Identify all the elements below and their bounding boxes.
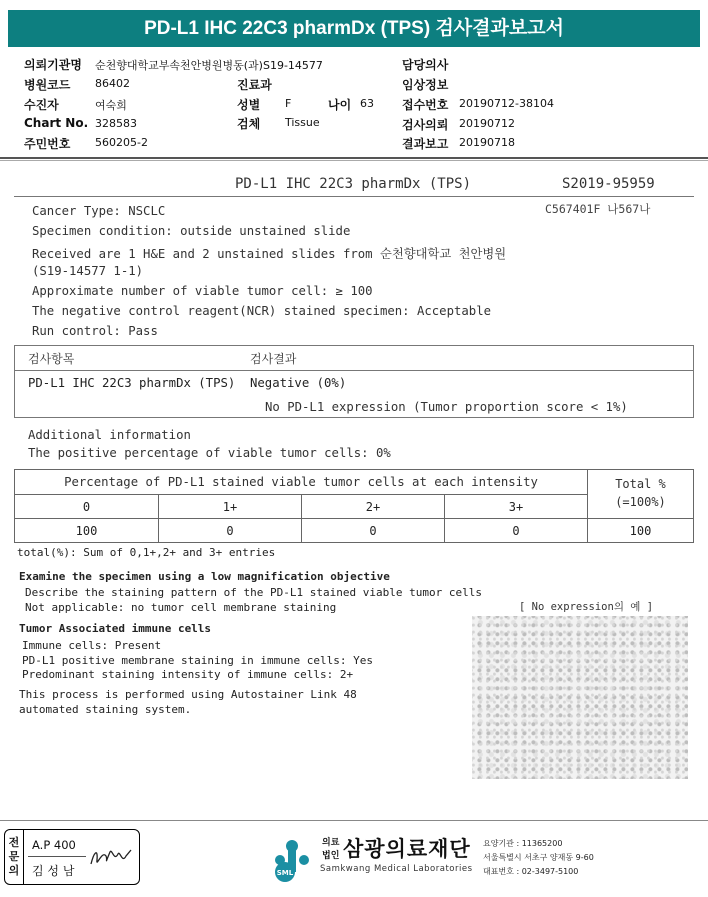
val-1: 0	[226, 524, 234, 538]
val-cell-1	[158, 518, 302, 543]
heading-divider	[14, 196, 694, 197]
footer-divider	[0, 820, 708, 821]
label-resident-no: 주민번호	[24, 137, 71, 151]
label-request-date: 검사의뢰	[402, 118, 449, 132]
results-col-item: 검사항목	[28, 352, 75, 366]
address: 서울특별시 서초구 양재동 9-60	[483, 853, 594, 862]
val-total: 100	[629, 524, 652, 538]
col-label-3: 3+	[508, 500, 524, 514]
value-receipt-no: 20190712-38104	[459, 97, 554, 110]
phone: 대표번호 : 02-3497-5100	[483, 867, 579, 876]
no-expression-sample-image	[472, 616, 688, 779]
label-patient: 수진자	[24, 98, 59, 112]
specimen-code: C567401F 나567나	[545, 202, 651, 216]
immune-line-2: PD-L1 positive membrane staining in immune cells: Yes	[22, 654, 373, 667]
val-0: 100	[75, 524, 98, 538]
results-value: Negative (0%)	[250, 376, 347, 390]
value-resident-no: 560205-2	[95, 136, 148, 149]
label-age: 나이	[328, 98, 352, 112]
label-report-date: 결과보고	[402, 137, 449, 151]
specialist-label: 전문의	[8, 836, 20, 877]
label-doctor: 담당의사	[402, 58, 449, 72]
legal-label-2: 법인	[322, 851, 340, 861]
val-cell-total	[587, 518, 694, 543]
label-clinical-info: 임상정보	[402, 78, 449, 92]
immune-heading: Tumor Associated immune cells	[19, 622, 212, 635]
additional-line: The positive percentage of viable tumor cells: 0%	[28, 446, 391, 460]
name-underline	[28, 856, 86, 857]
intensity-header: Percentage of PD-L1 stained viable tumor cells at each intensity	[64, 475, 538, 489]
pathologist-name: 김 성 남	[32, 864, 75, 878]
value-patient: 여숙희	[95, 99, 127, 112]
value-institution: 순천향대학교부속천안병원병동(과)S19-14577	[95, 59, 323, 72]
process-line-1: This process is performed using Autostainer Link 48	[19, 688, 357, 701]
logo-text: SML	[276, 869, 294, 877]
legal-label-1: 의료	[322, 838, 340, 848]
line-run-control: Run control: Pass	[32, 324, 158, 338]
line-viable-cells: Approximate number of viable tumor cell: ≥ 100	[32, 284, 373, 298]
line-received: Received are 1 H&E and 2 unstained slides from 순천향대학교 천안병원	[32, 247, 507, 261]
val-cell-2	[301, 518, 445, 543]
immune-line-1: Immune cells: Present	[22, 639, 162, 652]
val-2: 0	[369, 524, 377, 538]
label-department: 진료과	[237, 78, 272, 92]
results-detail: No PD-L1 expression (Tumor proportion score < 1%)	[265, 400, 628, 414]
process-line-2: automated staining system.	[19, 703, 192, 716]
line-cancer-type: Cancer Type: NSCLC	[32, 204, 166, 218]
col-cell-3	[444, 494, 588, 519]
accession-number: S2019-95959	[562, 176, 655, 192]
val-cell-3	[444, 518, 588, 543]
value-report-date: 20190718	[459, 136, 515, 149]
handwritten-signature	[88, 842, 134, 872]
line-ncr: The negative control reagent(NCR) stained specimen: Acceptable	[32, 304, 492, 318]
value-sex: F	[285, 97, 292, 110]
results-item: PD-L1 IHC 22C3 pharmDx (TPS)	[28, 376, 236, 390]
header-divider	[0, 157, 708, 159]
image-caption: [ No expression의 예 ]	[519, 601, 654, 613]
value-hospital-code: 86402	[95, 77, 130, 90]
value-age: 63	[360, 97, 374, 110]
additional-heading: Additional information	[28, 428, 191, 442]
value-chart-no: 328583	[95, 117, 137, 130]
col-cell-0	[14, 494, 159, 519]
val-cell-0	[14, 518, 159, 543]
col-cell-1	[158, 494, 302, 519]
total-header-1: Total %	[615, 477, 666, 491]
results-col-result: 검사결과	[250, 352, 297, 366]
col-label-1: 1+	[222, 500, 238, 514]
label-institution: 의뢰기관명	[24, 58, 82, 72]
org-english: Samkwang Medical Laboratories	[320, 864, 473, 874]
col-cell-2	[301, 494, 445, 519]
registration-number: 요양기관 : 11365200	[483, 839, 563, 848]
label-specimen: 검체	[237, 117, 261, 131]
label-chart-no: Chart No.	[24, 116, 89, 130]
examine-line-1: Describe the staining pattern of the PD-L1 stained viable tumor cells	[25, 586, 482, 599]
org-name: 삼광의료재단	[343, 837, 471, 861]
ap-number: A.P 400	[32, 838, 76, 852]
immune-line-3: Predominant staining intensity of immune cells: 2+	[22, 668, 354, 681]
value-specimen: Tissue	[285, 116, 320, 129]
label-receipt-no: 접수번호	[402, 98, 449, 112]
value-request-date: 20190712	[459, 117, 515, 130]
examine-line-2: Not applicable: no tumor cell membrane staining	[25, 601, 337, 614]
total-header-2: (=100%)	[615, 495, 666, 509]
report-title: PD-L1 IHC 22C3 pharmDx (TPS) 검사결과보고서	[144, 18, 564, 39]
results-table-rule	[14, 370, 694, 371]
line-specimen-condition: Specimen condition: outside unstained slide	[32, 224, 351, 238]
line-slide-id: (S19-14577 1-1)	[32, 264, 144, 278]
label-hospital-code: 병원코드	[24, 78, 71, 92]
col-label-2: 2+	[365, 500, 381, 514]
col-label-0: 0	[82, 500, 91, 514]
label-sex: 성별	[237, 98, 261, 112]
val-3: 0	[512, 524, 520, 538]
examine-heading: Examine the specimen using a low magnification objective	[19, 570, 390, 583]
intensity-note: total(%): Sum of 0,1+,2+ and 3+ entries	[17, 546, 276, 559]
header-divider-thin	[0, 160, 708, 161]
report-heading: PD-L1 IHC 22C3 pharmDx (TPS)	[235, 176, 472, 192]
sml-logo-icon	[268, 834, 318, 884]
